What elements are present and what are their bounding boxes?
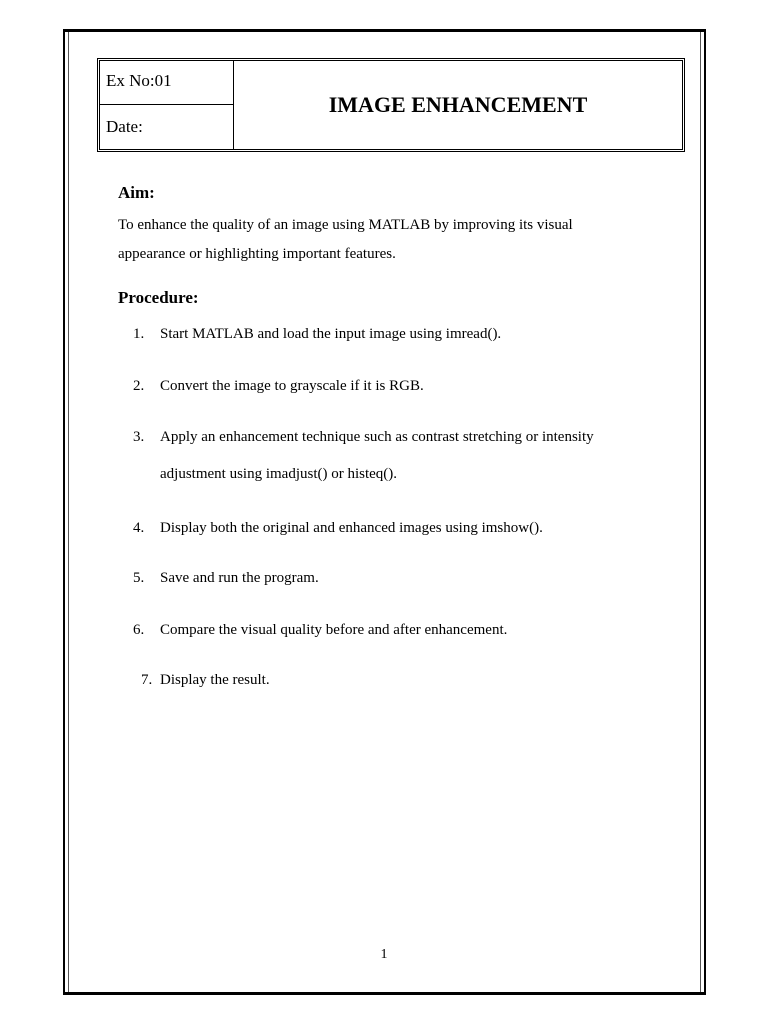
step-text: Compare the visual quality before and after enhancement. <box>160 622 508 638</box>
aim-text-line-1: To enhance the quality of an image using MATLAB by improving its visual <box>118 217 573 233</box>
procedure-step-4 <box>133 509 653 547</box>
step-text: Display the result. <box>160 672 270 688</box>
procedure-step-5 <box>133 559 653 597</box>
procedure-heading: Procedure: <box>118 288 199 307</box>
procedure-step-2 <box>133 367 653 405</box>
step-number: 1. <box>133 326 145 342</box>
step-number: 3. <box>133 429 145 445</box>
procedure-step-3 <box>133 418 653 456</box>
step-text: Apply an enhancement technique such as contrast stretching or intensity <box>160 429 594 445</box>
exercise-number: Ex No:01 <box>100 61 234 105</box>
step-number: 4. <box>133 520 145 536</box>
step-text: Display both the original and enhanced images using imshow(). <box>160 520 543 536</box>
step-number: 5. <box>133 570 145 586</box>
header-table <box>99 60 683 150</box>
procedure-step-1 <box>133 315 653 353</box>
aim-text-line-2: appearance or highlighting important features. <box>118 246 396 262</box>
step-number: 2. <box>133 378 145 394</box>
aim-heading: Aim: <box>118 183 155 202</box>
step-number: 7. <box>141 672 153 688</box>
step-text: Start MATLAB and load the input image using imread(). <box>160 326 502 342</box>
step-number: 6. <box>133 622 145 638</box>
procedure-step-6 <box>133 611 653 649</box>
step-text: Convert the image to grayscale if it is RGB. <box>160 378 424 394</box>
procedure-step-3-continuation: adjustment using imadjust() or histeq(). <box>160 466 398 482</box>
date-label: Date: <box>100 105 234 149</box>
step-text: Save and run the program. <box>160 570 319 586</box>
procedure-step-7 <box>141 661 661 699</box>
page-title: IMAGE ENHANCEMENT <box>328 92 588 117</box>
page-number: 1 <box>380 947 388 962</box>
